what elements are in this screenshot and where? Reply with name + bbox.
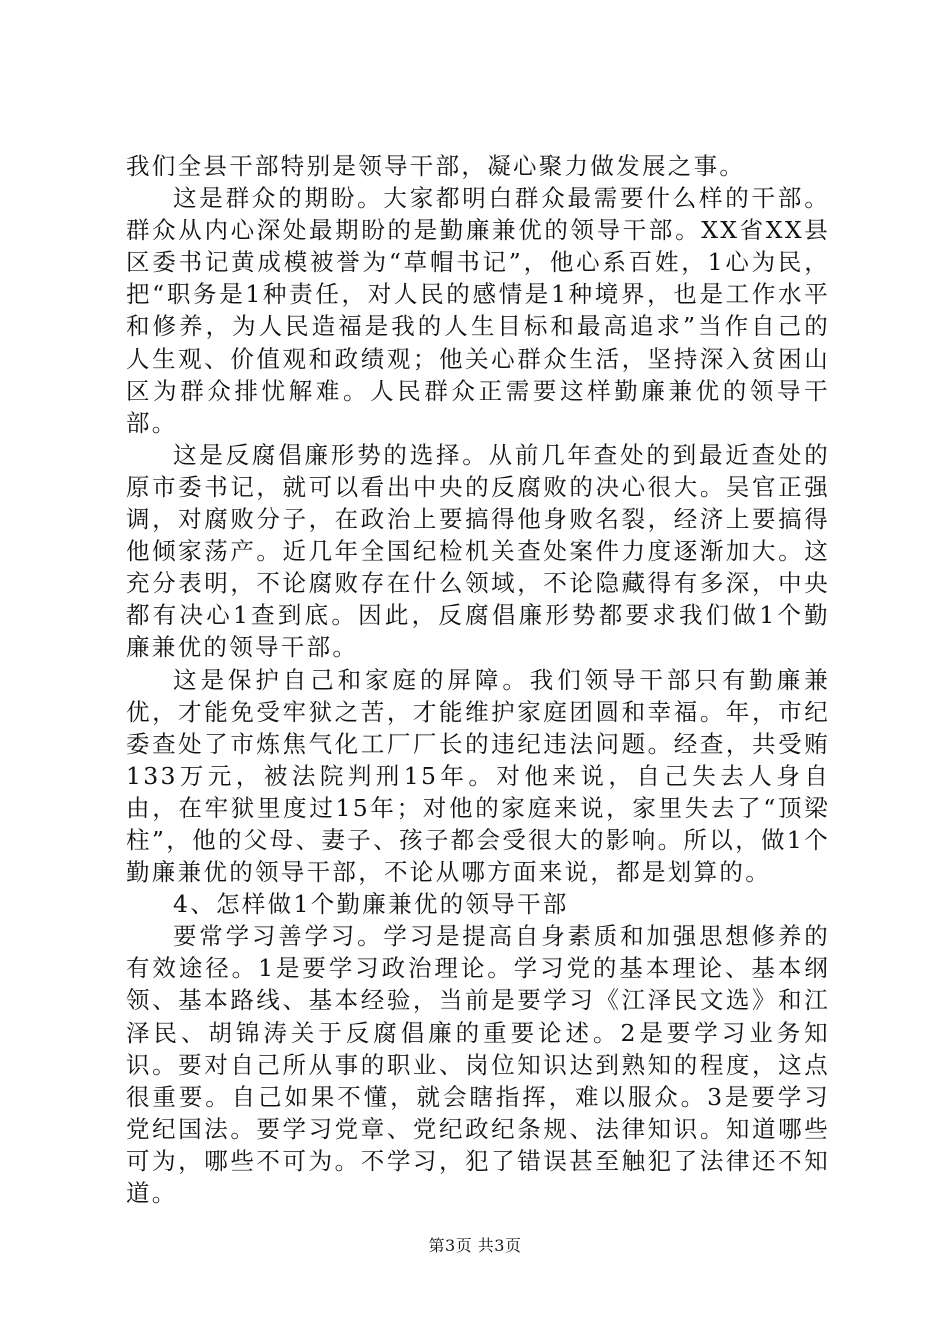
paragraph-intro: 我们全县干部特别是领导干部，凝心聚力做发展之事。: [126, 152, 746, 180]
paragraph-study: 要常学习善学习。学习是提高自身素质和加强思想修养的有效途径。1是要学习政治理论。学习党的基本理论、基本纲领、基本路线、基本经验，当前是要学习《江泽民文选》和江泽民、胡锦涛关于反腐倡廉的重要论述。2是要学习业务知识。要对自己所从事的职业、岗位知识达到熟知的程度，这点很重要。自己如果不懂，就会瞎指挥，难以服众。3是要学习党纪国法。要学习党章、党纪政纪条规、法律知识。知道哪些可为，哪些不可为。不学习，犯了错误甚至触犯了法律还不知道。: [126, 922, 830, 1207]
section-heading: 4、怎样做1个勤廉兼优的领导干部: [173, 890, 569, 919]
paragraph-protect-family: 这是保护自己和家庭的屏障。我们领导干部只有勤廉兼优，才能免受牢狱之苦，才能维护家庭团圆和幸福。年，市纪委查处了市炼焦气化工厂厂长的违纪违法问题。经查，共受贿133万元，被法院判刑15年。对他来说，自己失去人身自由，在牢狱里度过15年；对他的家庭来说，家里失去了“顶梁柱”，他的父母、妻子、孩子都会受很大的影响。所以，做1个勤廉兼优的领导干部，不论从哪方面来说，都是划算的。: [126, 665, 830, 887]
document-body: [126, 150, 830, 1209]
page-number-footer: 第3页 共3页: [428, 1236, 522, 1255]
paragraph-anti-corruption: 这是反腐倡廉形势的选择。从前几年查处的到最近查处的原市委书记，就可以看出中央的反腐败的决心很大。吴官正强调，对腐败分子，在政治上要搞得他身败名裂，经济上要搞得他倾家荡产。近几年全国纪检机关查处案件力度逐渐加大。这充分表明，不论腐败存在什么领域，不论隐藏得有多深，中央都有决心1查到底。因此，反腐倡廉形势都要求我们做1个勤廉兼优的领导干部。: [126, 440, 830, 662]
paragraph-public-expectation: 这是群众的期盼。大家都明白群众最需要什么样的干部。群众从内心深处最期盼的是勤廉兼优的领导干部。XX省XX县区委书记黄成模被誉为“草帽书记”，他心系百姓，1心为民，把“职务是1种责任，对人民的感情是1种境界，也是工作水平和修养，为人民造福是我的人生目标和最高追求”当作自己的人生观、价值观和政绩观；他关心群众生活，坚持深入贫困山区为群众排忧解难。人民群众正需要这样勤廉兼优的领导干部。: [126, 184, 830, 437]
